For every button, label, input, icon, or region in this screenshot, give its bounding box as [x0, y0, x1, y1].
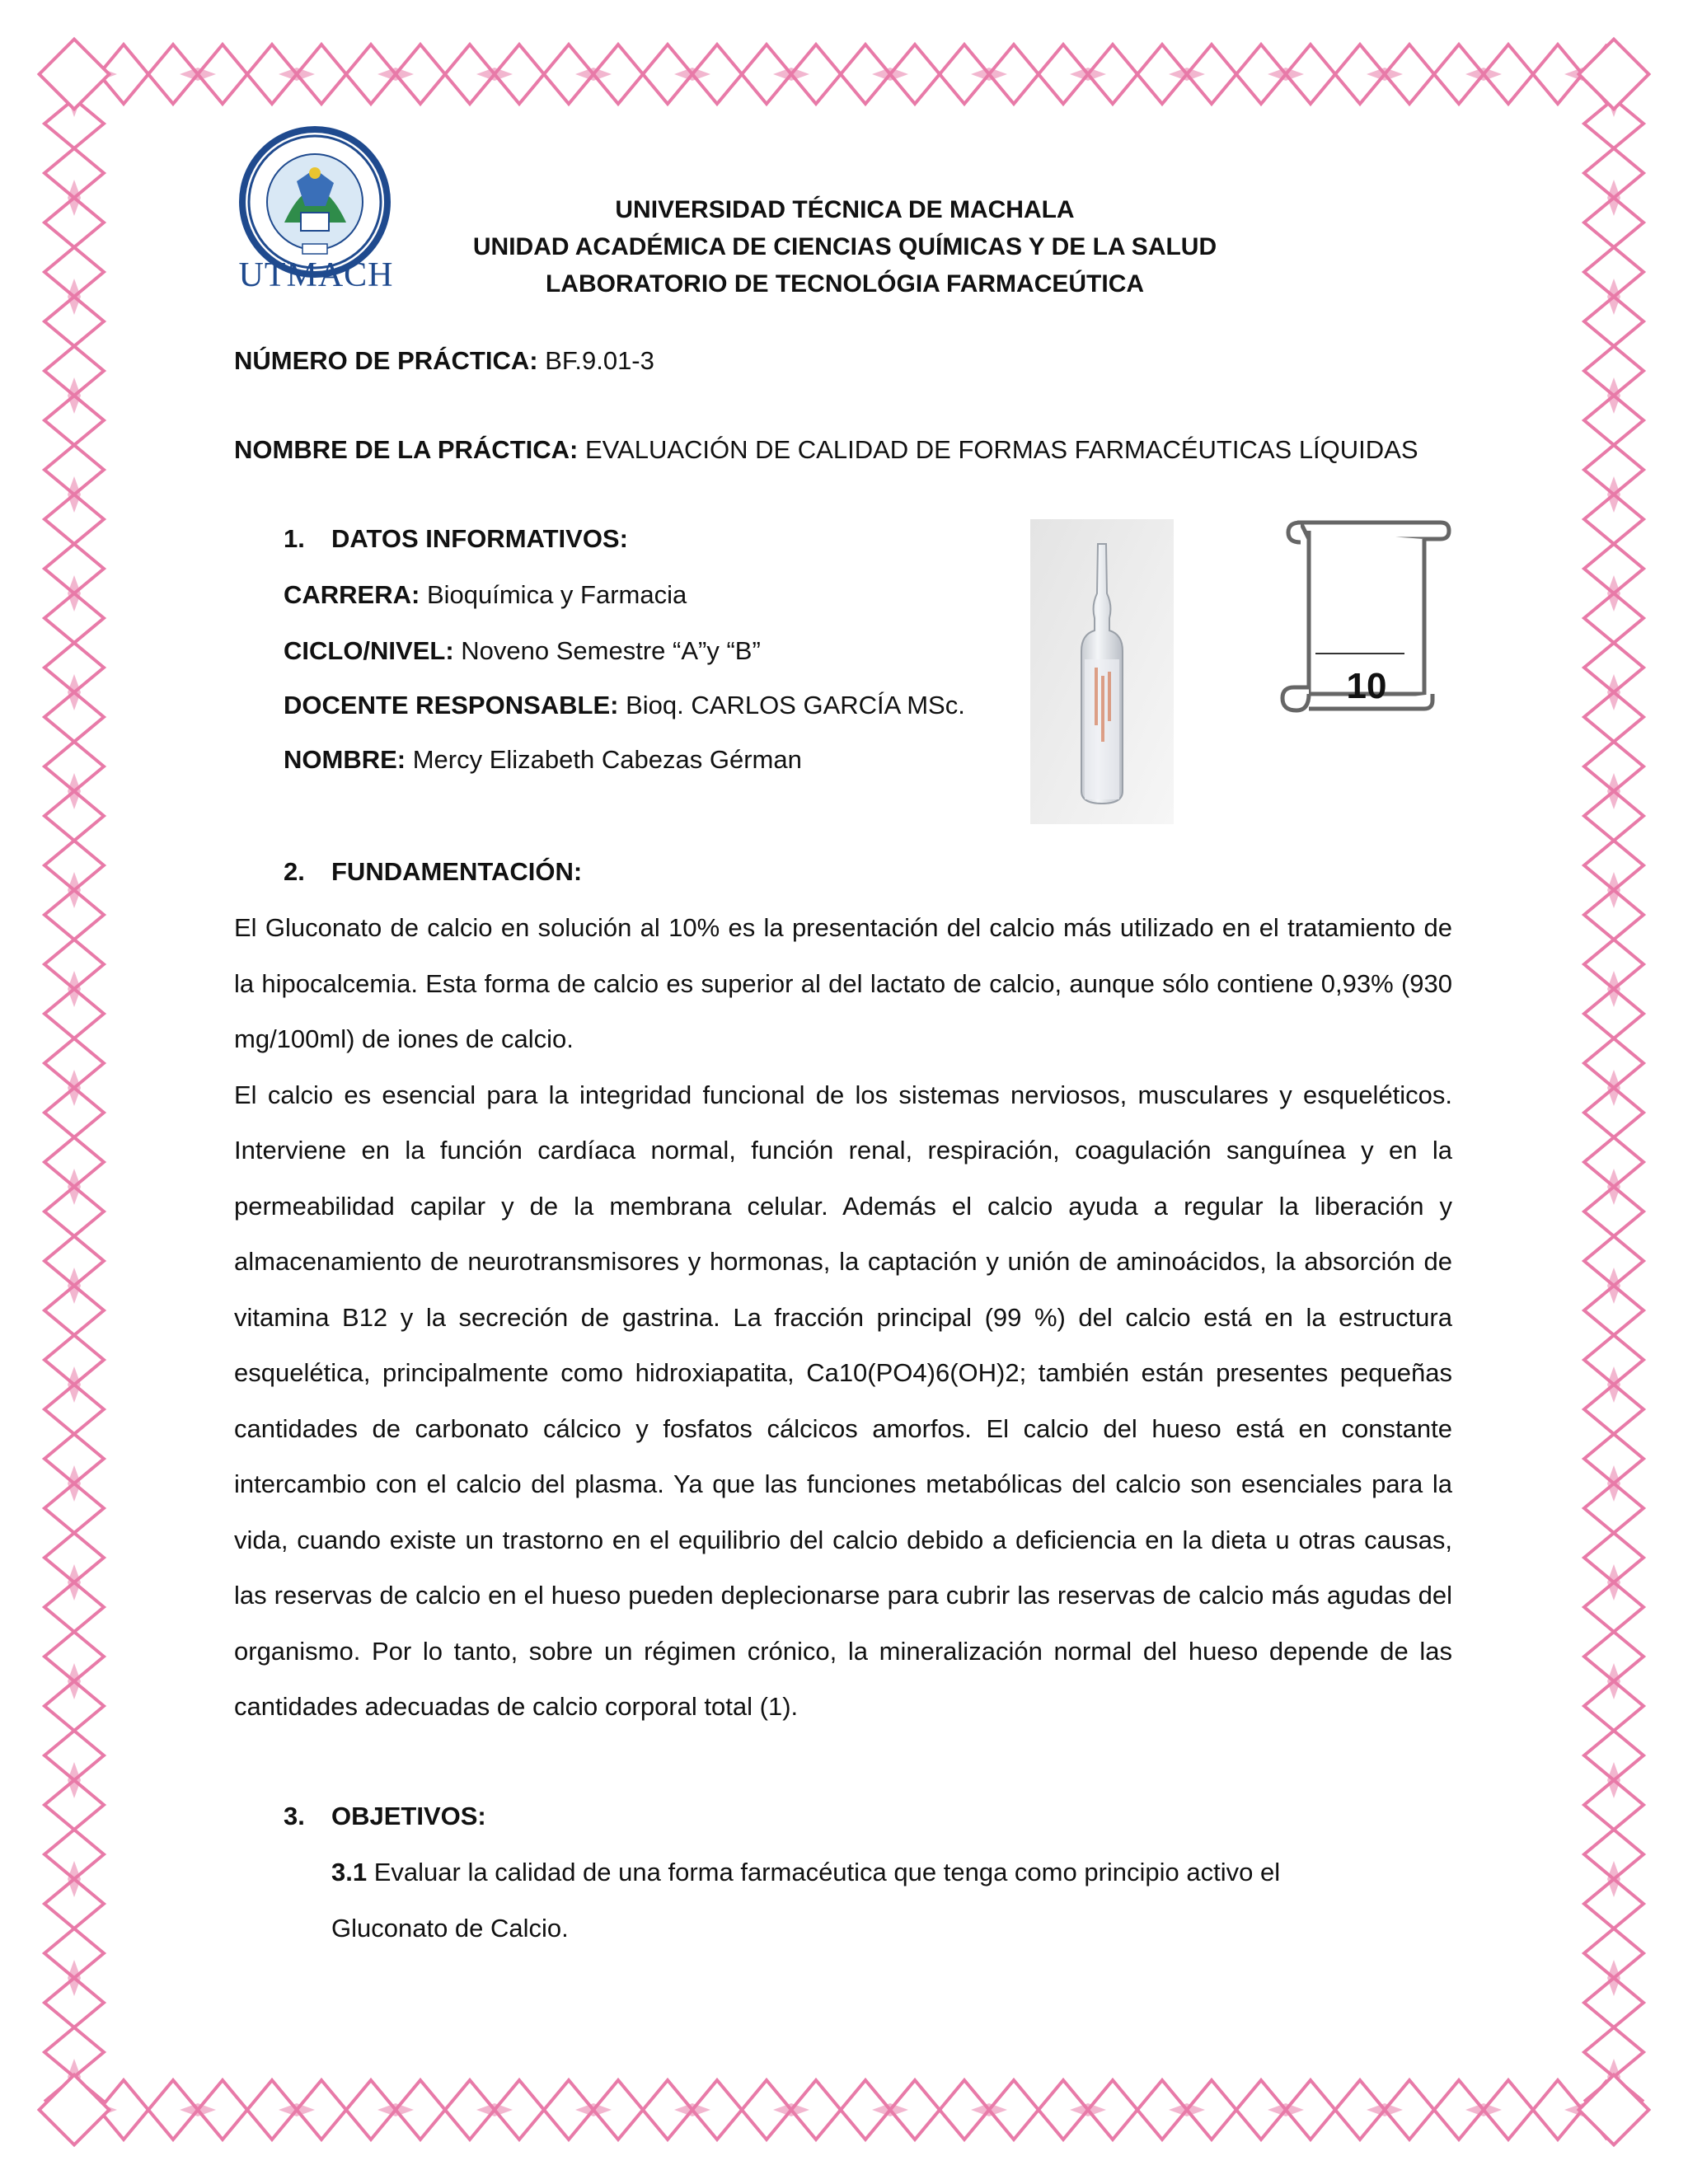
- info-field-cycle: [284, 635, 761, 668]
- practice-number-label: NÚMERO DE PRÁCTICA:: [234, 346, 538, 375]
- practice-name-label: NOMBRE DE LA PRÁCTICA:: [234, 435, 579, 464]
- practice-name: [234, 434, 1418, 466]
- section-1-title: DATOS INFORMATIVOS:: [331, 524, 628, 553]
- fundamentacion-text: [234, 900, 1452, 1735]
- grade-divider-line: [1315, 653, 1404, 654]
- practice-name-value: EVALUACIÓN DE CALIDAD DE FORMAS FARMACÉUTICAS LÍQUIDAS: [584, 435, 1418, 464]
- paragraph: El calcio es esencial para la integridad funcional de los sistemas nerviosos, musculares y esqueléticos. Interviene en la función cardíaca normal, función renal, respiración, coagulación sanguínea y en la permeabilidad capilar y de la membrana celular. Además el calcio ayuda a regular la liberación y almacenamiento de neurotransmisores y hormonas, la captación y unión de aminoácidos, la absorción de vitamina B12 y la secreción de gastrina. La fracción principal (99 %) del calcio está en la estructura esquelética, principalmente como hidroxiapatita, Ca10(PO4)6(OH)2; también están presentes pequeñas cantidades de carbonato cálcico y fosfatos cálcicos amorfos. El calcio del hueso está en constante intercambio con el calcio del plasma. Ya que las funciones metabólicas del calcio son esenciales para la vida, cuando existe un trastorno en el equilibrio del calcio debido a deficiencia en la dieta u otras causas, las reservas de calcio en el hueso pueden deplecionarse para cubrir las reservas de calcio más agudas del organismo. Por lo tanto, sobre un régimen crónico, la mineralización normal del hueso depende de las cantidades adecuadas de calcio corporal total (1).: [234, 1080, 1452, 1721]
- university-name: UNIVERSIDAD TÉCNICA DE MACHALA: [615, 196, 1075, 223]
- info-field-value: Noveno Semestre “A”y “B”: [461, 636, 761, 665]
- section-1-heading: [284, 524, 628, 554]
- paragraph: El Gluconato de calcio en solución al 10% es la presentación del calcio más utilizado en el tratamiento de la hipocalcemia. Esta forma de calcio es superior al del lactato de calcio, aunque sólo contiene 0,93% (930 mg/100ml) de iones de calcio.: [234, 913, 1452, 1053]
- section-3-heading: [284, 1802, 486, 1831]
- info-field-value: Mercy Elizabeth Cabezas Gérman: [412, 745, 802, 774]
- info-field-label: DOCENTE RESPONSABLE:: [284, 691, 619, 719]
- ampoule-photo: [1030, 519, 1174, 824]
- info-field-student: [284, 743, 802, 776]
- practice-number: [234, 344, 654, 377]
- section-3-number: 3.: [284, 1802, 305, 1830]
- logo-wordmark: UTMACH: [238, 256, 394, 294]
- grade-value: 10: [1346, 666, 1387, 706]
- objective-text-line-2: Gluconato de Calcio.: [331, 1914, 569, 1943]
- info-field-teacher: [284, 689, 965, 722]
- info-field-label: NOMBRE:: [284, 745, 406, 774]
- document-header: [412, 191, 1278, 302]
- section-2-heading: [284, 857, 582, 887]
- objective-item-continuation: [331, 1912, 569, 1945]
- academic-unit: UNIDAD ACADÉMICA DE CIENCIAS QUÍMICAS Y DE LA SALUD: [472, 233, 1217, 260]
- objective-number: 3.1: [331, 1858, 368, 1886]
- info-field-label: CICLO/NIVEL:: [284, 636, 454, 665]
- info-field-label: CARRERA:: [284, 580, 420, 609]
- section-2-number: 2.: [284, 857, 305, 886]
- objective-text-line-1: Evaluar la calidad de una forma farmacéutica que tenga como principio activo el: [373, 1858, 1281, 1886]
- objective-item: [331, 1856, 1280, 1889]
- section-3-title: OBJETIVOS:: [331, 1802, 486, 1830]
- section-1-number: 1.: [284, 524, 305, 553]
- info-field-value: Bioquímica y Farmacia: [426, 580, 687, 609]
- laboratory-name: LABORATORIO DE TECNOLÓGIA FARMACEÚTICA: [545, 270, 1145, 298]
- practice-number-value: BF.9.01-3: [545, 346, 654, 375]
- info-field-value: Bioq. CARLOS GARCÍA MSc.: [626, 691, 965, 719]
- section-2-title: FUNDAMENTACIÓN:: [331, 857, 583, 886]
- info-field-career: [284, 579, 687, 612]
